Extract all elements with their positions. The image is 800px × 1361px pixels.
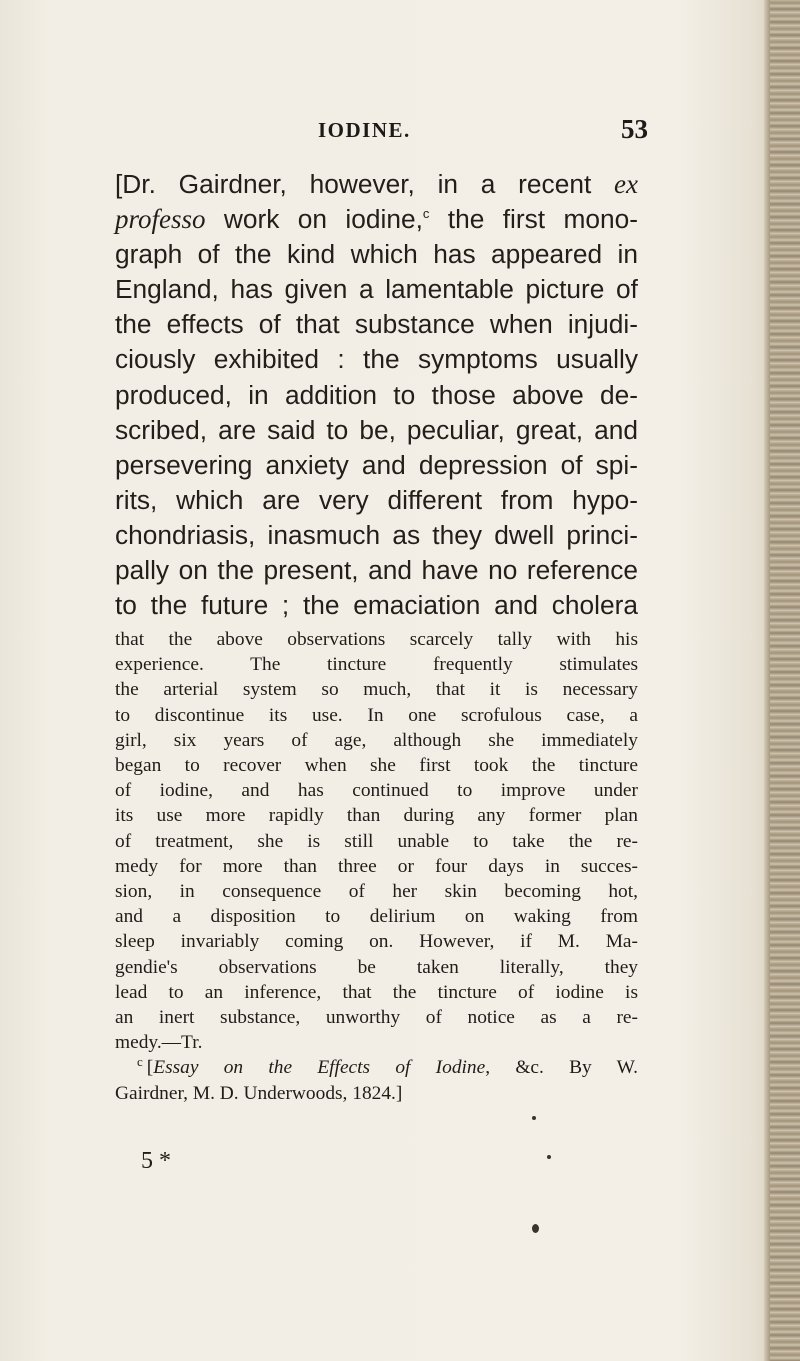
text-line: the effects of that substance when injudi- bbox=[115, 309, 638, 340]
footnote-line: girl, six years of age, although she immediately bbox=[115, 729, 638, 751]
footnote-line: its use more rapidly than during any former plan bbox=[115, 805, 638, 827]
footnote-reference: c bbox=[422, 206, 430, 222]
citation-line bbox=[115, 1055, 638, 1080]
text-line: professo work on iodine,$^c$ the first mono- bbox=[115, 204, 638, 235]
text-line: chondriasis, inasmuch as they dwell princi- bbox=[115, 519, 638, 550]
text-line: England, has given a lamentable picture of bbox=[115, 274, 638, 305]
latin-phrase: ex bbox=[614, 169, 638, 199]
footnote-line: that the above observations scarcely tally with his bbox=[115, 629, 638, 650]
footnote-line: lead to an inference, that the tincture of iodine is bbox=[115, 981, 638, 1003]
text-line: rits, which are very different from hypo- bbox=[115, 484, 638, 515]
footnote-line: medy for more than three or four days in succes- bbox=[115, 855, 638, 877]
text-line: graph of the kind which has appeared in bbox=[115, 239, 638, 270]
page-number: 53 bbox=[621, 114, 648, 144]
footnote-line: sleep invariably coming on. However, if M. Ma- bbox=[115, 931, 638, 953]
text-line: pally on the present, and have no reference bbox=[115, 555, 638, 586]
footnote-line: and a disposition to delirium on waking from bbox=[115, 906, 638, 928]
latin-phrase: professo bbox=[115, 204, 206, 235]
text-line: ciously exhibited : the symptoms usually bbox=[115, 344, 638, 375]
page-header bbox=[318, 114, 648, 148]
citation-line: Gairdner, M. D. Underwoods, 1824.] bbox=[115, 1082, 403, 1104]
footnote-line: an inert substance, unworthy of notice as a re- bbox=[115, 1007, 638, 1029]
ink-speck bbox=[532, 1116, 536, 1120]
citation-bracket: [ bbox=[146, 1057, 154, 1079]
footnote-line: medy.—Tr. bbox=[115, 1032, 203, 1054]
ink-speck bbox=[532, 1224, 539, 1233]
text-line: to the future ; the emaciation and cholera bbox=[115, 590, 638, 621]
signature-mark: 5 * bbox=[141, 1148, 171, 1174]
footnote-line: experience. The tincture frequently stimulates bbox=[115, 654, 638, 676]
footnote-line: gendie's observations be taken literally, they bbox=[115, 956, 638, 978]
book-binding-edge bbox=[766, 0, 800, 1361]
citation-details: , &c. By W. bbox=[485, 1057, 639, 1079]
footnote-line: began to recover when she first took the tincture bbox=[115, 755, 638, 777]
footnote-block bbox=[115, 627, 638, 1106]
footnote-line: of iodine, and has continued to improve under bbox=[115, 780, 638, 802]
running-title: IODINE. bbox=[318, 118, 411, 142]
text-line: [Dr. Gairdner, however, in a recent ex bbox=[115, 169, 638, 199]
text-line: persevering anxiety and depression of spi- bbox=[115, 449, 638, 480]
footnote-line: of treatment, she is still unable to take the re- bbox=[115, 830, 638, 852]
text-line: produced, in addition to those above de- bbox=[115, 379, 638, 410]
ink-speck bbox=[547, 1155, 551, 1159]
citation-title: Essay on the Effects of Iodine bbox=[153, 1057, 486, 1079]
text-line: scribed, are said to be, peculiar, great, and bbox=[115, 414, 638, 445]
page-gutter-shadow bbox=[764, 0, 770, 1361]
footnote-line: to discontinue its use. In one scrofulous case, a bbox=[115, 704, 638, 726]
main-paragraph bbox=[115, 167, 638, 623]
citation-mark: c bbox=[137, 1053, 143, 1069]
footnote-line: the arterial system so much, that it is necessary bbox=[115, 679, 638, 701]
footnote-line: sion, in consequence of her skin becoming hot, bbox=[115, 881, 638, 903]
